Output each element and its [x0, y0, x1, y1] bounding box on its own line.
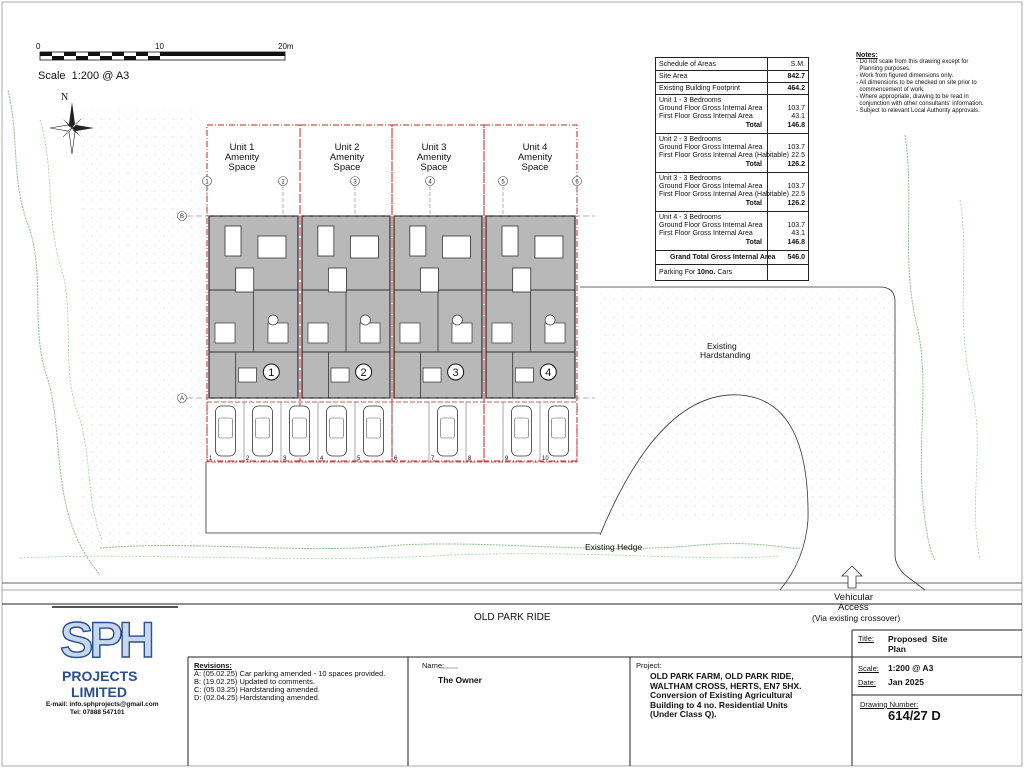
- grid-column-label: 4: [428, 179, 432, 186]
- unit-4-amenity-label: Amenity: [517, 152, 553, 163]
- company-line1: PROJECTS: [62, 668, 138, 684]
- schedule-first-value: 22.5: [791, 191, 805, 198]
- grid-column-label: 1: [205, 179, 209, 186]
- car-icon: [364, 406, 384, 456]
- schedule-unit-heading: Unit 3 - 3 Bedrooms: [659, 175, 722, 182]
- unit-3-amenity-label: Unit 3: [421, 142, 447, 153]
- schedule-total-value: 146.8: [787, 122, 805, 129]
- title-line-1: Proposed Site: [888, 634, 948, 644]
- parking-bay-number: 9: [505, 456, 509, 462]
- hardstanding-label-1: Existing: [707, 341, 737, 351]
- car-icon: [253, 406, 273, 456]
- revision-item: C: (05.03.25) Hardstanding amended.: [194, 685, 320, 694]
- schedule-first-value: 43.1: [791, 230, 805, 237]
- schedule-ground-label: Ground Floor Gross Internal Area: [659, 105, 763, 112]
- project-line: Building to 4 no. Residential Units: [650, 699, 788, 710]
- schedule-total-value: 126.2: [787, 161, 805, 168]
- unit-3-amenity-label: Space: [420, 162, 448, 173]
- revision-item: B: (19.02.25) Updated to comments.: [194, 677, 315, 686]
- unit-4-amenity-label: Space: [521, 162, 549, 173]
- unit-1-amenity-label: Space: [228, 162, 256, 173]
- parking-apron: [206, 462, 600, 533]
- parking-bay-number: 7: [431, 456, 435, 462]
- company-email: E-mail: info.sphprojects@gmail.com: [46, 701, 159, 708]
- schedule-total-label: Total: [745, 239, 762, 246]
- grand-total-value: 546.0: [787, 254, 805, 261]
- note-line: - All dimensions to be checked on site prior to: [856, 80, 977, 86]
- revisions-list: [194, 670, 385, 702]
- note-line: commencement of work.: [856, 87, 925, 93]
- unit-1-number: 1: [268, 367, 275, 379]
- name-value: The Owner: [438, 675, 482, 685]
- grid-column-label: 6: [575, 179, 579, 186]
- date-value: Jan 2025: [888, 677, 924, 687]
- car-icon: [216, 406, 236, 456]
- hedge-south-2: [20, 554, 780, 559]
- note-line: Planning purposes.: [856, 66, 911, 72]
- title-line-2: Plan: [888, 644, 906, 654]
- car-icon: [290, 406, 310, 456]
- unit-2-amenity-label: Space: [333, 162, 361, 173]
- site-area-label: Site Area: [659, 73, 688, 80]
- schedule-first-label: First Floor Gross Internal Area (Habitable): [659, 152, 789, 159]
- schedule-total-label: Total: [745, 122, 762, 129]
- hedge-east: [905, 135, 935, 560]
- footprint-value: 464.2: [787, 85, 805, 92]
- footprint-label: Existing Building Footprint: [659, 85, 740, 92]
- grid-column-label: 3: [353, 179, 357, 186]
- name-label: Name:: [422, 661, 445, 670]
- schedule-ground-label: Ground Floor Gross Internal Area: [659, 183, 763, 190]
- site-area-value: 842.7: [787, 73, 805, 80]
- grand-total-label: Grand Total Gross Internal Area: [670, 254, 776, 261]
- schedule-unit-2-block: [656, 134, 808, 173]
- schedule-ground-label: Ground Floor Gross Internal Area: [659, 144, 763, 151]
- unit-4-amenity-label: Unit 4: [522, 142, 548, 153]
- ground-texture: [80, 110, 200, 550]
- company-tel: Tel: 07888 547101: [70, 709, 125, 716]
- schedule-first-value: 43.1: [791, 113, 805, 120]
- unit-2-amenity-label: Unit 2: [334, 142, 360, 153]
- unit-2-building: [302, 216, 390, 398]
- grid-column-label: 5: [501, 179, 505, 186]
- project-lines: [650, 672, 801, 720]
- schedule-total-value: 146.8: [787, 239, 805, 246]
- schedule-total-value: 126.2: [787, 200, 805, 207]
- schedule-unit-header: S.M.: [790, 61, 805, 68]
- scale-tick-0: 0: [36, 42, 41, 51]
- parking-bay-number: 10: [542, 456, 549, 462]
- unit-3-building: [394, 216, 482, 398]
- ground-texture-east: [600, 290, 900, 520]
- schedule-unit-heading: Unit 2 - 3 Bedrooms: [659, 136, 722, 143]
- scale-bar: [40, 52, 285, 60]
- car-icon: [549, 406, 569, 456]
- note-line: - Work from figured dimensions only.: [856, 73, 954, 79]
- notes-heading: Notes:: [856, 52, 878, 59]
- schedule-unit-4-block: [656, 212, 808, 251]
- unit-4-number: 4: [545, 367, 552, 379]
- schedule-grand-total-row: [656, 251, 808, 265]
- schedule-parking-row: [656, 265, 808, 280]
- project-line: (Under Class Q).: [650, 709, 717, 719]
- parking-area: [207, 402, 577, 462]
- project-line: Conversion of Existing Agricultural: [650, 690, 793, 700]
- schedule-footprint-row: [656, 83, 808, 95]
- parking-bay-number: 3: [283, 456, 287, 462]
- schedule-unit-heading: Unit 4 - 3 Bedrooms: [659, 214, 722, 221]
- parking-bay-number: 4: [320, 456, 324, 462]
- unit-3-number: 3: [452, 367, 459, 379]
- car-icon: [327, 406, 347, 456]
- schedule-total-label: Total: [745, 200, 762, 207]
- parking-prefix: Parking For: [659, 269, 698, 276]
- scale-value: 1:200 @ A3: [888, 663, 934, 673]
- schedule-ground-value: 103.7: [787, 183, 805, 190]
- access-label-3: (Via existing crossover): [812, 613, 901, 623]
- parking-text: [659, 269, 732, 277]
- car-icon: [512, 406, 532, 456]
- grid-row-label: A: [179, 396, 185, 403]
- access-label-2: Access: [838, 602, 869, 613]
- schedule-first-value: 22.5: [791, 152, 805, 159]
- schedule-ground-value: 103.7: [787, 222, 805, 229]
- parking-bay-number: 8: [468, 456, 472, 462]
- drawing-number-value: 614/27 D: [888, 708, 941, 723]
- scale-caption: Scale 1:200 @ A3: [38, 70, 130, 82]
- unit-2-amenity-label: Amenity: [329, 152, 365, 163]
- schedule-of-areas: [655, 57, 809, 281]
- grid-row-label: B: [179, 214, 185, 221]
- unit-1-amenity-label: Unit 1: [229, 142, 255, 153]
- parking-bay-number: 2: [246, 456, 250, 462]
- note-line: conjunction with other consultants' information.: [856, 101, 984, 107]
- project-line: OLD PARK FARM, OLD PARK RIDE,: [650, 671, 794, 681]
- schedule-unit-3-block: [656, 173, 808, 212]
- parking-bay-number: 5: [357, 456, 361, 462]
- company-logo: [60, 612, 151, 670]
- unit-4-building: [486, 216, 575, 398]
- schedule-first-label: First Floor Gross Internal Area (Habitable): [659, 191, 789, 198]
- hedge-label: Existing Hedge: [585, 542, 643, 552]
- unit-1-building: [209, 216, 298, 398]
- parking-bay-number: 6: [394, 456, 398, 462]
- notes-list: [856, 59, 1006, 115]
- schedule-first-label: First Floor Gross Internal Area: [659, 230, 753, 237]
- project-label: Project:: [636, 661, 662, 670]
- north-label: N: [61, 92, 69, 103]
- schedule-site-area-row: [656, 71, 808, 83]
- parking-count: 10no.: [697, 269, 716, 276]
- unit-2-number: 2: [360, 367, 367, 379]
- schedule-ground-label: Ground Floor Gross Internal Area: [659, 222, 763, 229]
- parking-bay-number: 1: [209, 456, 213, 462]
- note-line: - Do not scale from this drawing except for: [856, 59, 969, 65]
- schedule-header-row: [656, 58, 808, 71]
- scale-label: Scale:: [858, 664, 879, 673]
- drawing-number-label: Drawing Number:: [860, 700, 919, 709]
- notes: [856, 52, 1006, 115]
- company-line2: LIMITED: [71, 684, 127, 700]
- logo-letters: SPH: [60, 612, 151, 668]
- hardstanding-label-2: Hardstanding: [700, 350, 751, 360]
- road-label: OLD PARK RIDE: [474, 612, 551, 623]
- unit-1-amenity-label: Amenity: [224, 152, 260, 163]
- access-arrow-icon: [842, 566, 862, 588]
- project-line: WALTHAM CROSS, HERTS, EN7 5HX.: [650, 680, 802, 691]
- parking-suffix: Cars: [715, 269, 733, 276]
- revisions-heading: Revisions:: [194, 661, 232, 670]
- revision-item: A: (05.02.25) Car parking amended - 10 spaces provided.: [194, 669, 386, 678]
- schedule-ground-value: 103.7: [787, 144, 805, 151]
- schedule-first-label: First Floor Gross Internal Area: [659, 113, 753, 120]
- access-label-1: Vehicular: [834, 592, 874, 603]
- note-line: - Subject to relevant Local Authority approvals.: [856, 108, 980, 114]
- date-label: Date:: [858, 678, 876, 687]
- schedule-total-label: Total: [745, 161, 762, 168]
- scale-tick-10: 10: [155, 42, 164, 51]
- note-line: - Where appropriate, drawing to be read in: [856, 94, 969, 100]
- schedule-unit-heading: Unit 1 - 3 Bedrooms: [659, 97, 722, 104]
- schedule-unit-1-block: [656, 95, 808, 134]
- title-label: Title:: [858, 634, 874, 643]
- hedge-east-2: [960, 200, 980, 560]
- revision-item: D: (02.04.25) Hardstanding amended.: [194, 693, 320, 702]
- car-icon: [438, 406, 458, 456]
- schedule-title: Schedule of Areas: [659, 61, 716, 68]
- scale-tick-20: 20m: [278, 42, 294, 51]
- unit-3-amenity-label: Amenity: [416, 152, 452, 163]
- schedule-ground-value: 103.7: [787, 105, 805, 112]
- hedge-south: [100, 544, 800, 549]
- grid-column-label: 2: [281, 179, 285, 186]
